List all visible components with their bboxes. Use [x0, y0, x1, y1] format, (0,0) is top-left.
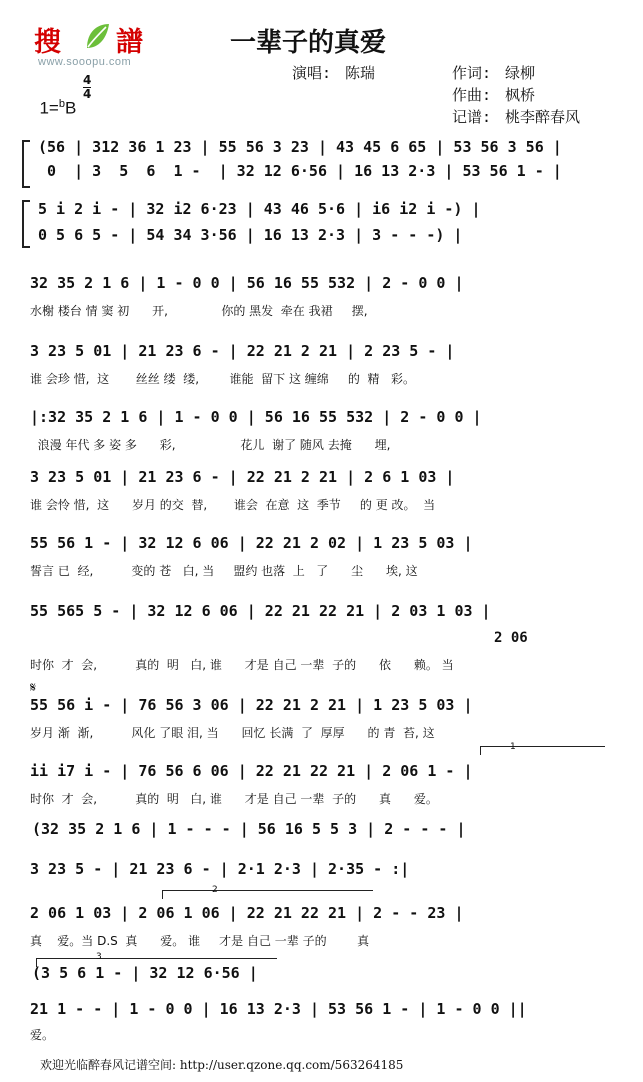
- key-signature: [30, 78, 76, 119]
- notation-row: 21 1 - - | 1 - 0 0 | 16 13 2·3 | 53 56 1 - | 1 - 0 0 ||: [30, 1000, 527, 1018]
- notation-row: 0 5 6 5 - | 54 34 3·56 | 16 13 2·3 | 3 - - -) |: [38, 226, 463, 244]
- volta-label: 2: [212, 885, 218, 895]
- notation-row: 3 23 5 - | 21 23 6 - | 2·1 2·3 | 2·35 - :|: [30, 860, 410, 878]
- lyric-line: 时你 才 会, 真的 明 白, 谁 才是 自己 一辈 子的 依 赖。 当: [30, 658, 454, 672]
- transcriber-label: 记谱:: [452, 108, 492, 126]
- notation-row: 55 56 1 - | 32 12 6 06 | 22 21 2 02 | 1 23 5 03 |: [30, 534, 473, 552]
- volta-label: 1: [510, 742, 516, 752]
- time-bottom: 4: [83, 87, 92, 101]
- lyricist-label: 作词:: [452, 64, 492, 82]
- notation-row: 3 23 5 01 | 21 23 6 - | 22 21 2 21 | 2 23 5 - |: [30, 342, 455, 360]
- lyric-line: 谁 会怜 惜, 这 岁月 的交 替, 谁会 在意 这 季节 的 更 改。 当: [30, 498, 436, 512]
- composer-name: 枫桥: [505, 86, 536, 104]
- notation-row: (3 5 6 1 - | 32 12 6·56 |: [32, 964, 258, 982]
- system-brace: [22, 200, 30, 248]
- volta-bracket: [480, 746, 605, 755]
- volta-bracket: [162, 890, 373, 899]
- notation-row: 3 23 5 01 | 21 23 6 - | 22 21 2 21 | 2 6 1 03 |: [30, 468, 455, 486]
- notation-row: (56 | 312 36 1 23 | 55 56 3 23 | 43 45 6 65 | 53 56 3 56 |: [38, 138, 562, 156]
- lyric-line: 谁 会珍 惜, 这 丝丝 缕 缕, 谁能 留下 这 缠绵 的 精 彩。: [30, 372, 415, 386]
- alt-notes: 2 06: [494, 630, 528, 646]
- notation-row: ii i7 i - | 76 56 6 06 | 22 21 22 21 | 2 06 1 - |: [30, 762, 473, 780]
- logo-char-left: 搜: [34, 27, 62, 58]
- lyric-line: 浪漫 年代 多 姿 多 彩, 花儿 谢了 随风 去掩 埋,: [30, 438, 391, 452]
- site-logo: [34, 14, 164, 74]
- system-brace: [22, 140, 30, 188]
- key-flat: b: [58, 98, 65, 110]
- notation-row: |:32 35 2 1 6 | 1 - 0 0 | 56 16 55 532 | 2 - 0 0 |: [30, 408, 482, 426]
- notation-row: 0 | 3 5 6 1 - | 32 12 6·56 | 16 13 2·3 | 53 56 1 - |: [38, 162, 562, 180]
- time-top: 4: [83, 73, 92, 87]
- singer-name: 陈瑞: [345, 64, 376, 82]
- composer-label: 作曲:: [452, 86, 492, 104]
- lyric-line: 岁月 渐 渐, 风化 了眼 泪, 当 回忆 长满 了 厚厚 的 青 苔, 这: [30, 726, 435, 740]
- singer-label: 演唱:: [292, 64, 332, 82]
- footer-credit: 欢迎光临醉春风记谱空间: http://user.qzone.qq.com/563264185: [40, 1058, 404, 1072]
- notation-row: 55 565 5 - | 32 12 6 06 | 22 21 22 21 | 2 03 1 03 |: [30, 602, 491, 620]
- time-signature: [83, 74, 91, 101]
- lyric-line: 爱。: [30, 1028, 55, 1042]
- volta-label: 3: [96, 952, 102, 962]
- key-prefix: 1=: [39, 98, 59, 118]
- lyric-line: 真 爱。当 D.S 真 爱。 谁 才是 自己 一辈 子的 真: [30, 934, 370, 948]
- logo-char-right: 譜: [116, 27, 144, 58]
- notation-row: 55 56 i - | 76 56 3 06 | 22 21 2 21 | 1 23 5 03 |: [30, 696, 473, 714]
- lyric-line: 时你 才 会, 真的 明 白, 谁 才是 自己 一辈 子的 真 爱。: [30, 792, 438, 806]
- notation-row: 2 06 1 03 | 2 06 1 06 | 22 21 22 21 | 2 - - 23 |: [30, 904, 464, 922]
- leaf-icon: [83, 22, 111, 52]
- lyricist-name: 绿柳: [505, 64, 536, 82]
- lyric-line: 誓言 已 经, 变的 苍 白, 当 盟约 也落 上 了 尘 埃, 这: [30, 564, 418, 578]
- notation-row: 5 i 2 i - | 32 i2 6·23 | 43 46 5·6 | i6 i2 i -) |: [38, 200, 481, 218]
- logo-url: www.sooopu.com: [38, 56, 132, 68]
- notation-row: 32 35 2 1 6 | 1 - 0 0 | 56 16 55 532 | 2 - 0 0 |: [30, 274, 464, 292]
- segno-sign: 𝄋: [30, 680, 37, 696]
- transcriber-name: 桃李醉春风: [505, 108, 581, 126]
- key-note: B: [64, 98, 77, 118]
- lyric-line: 水榭 楼台 情 窦 初 开, 你的 黑发 牵在 我裙 摆,: [30, 304, 368, 318]
- notation-row: (32 35 2 1 6 | 1 - - - | 56 16 5 5 3 | 2 - - - |: [32, 820, 466, 838]
- song-title: 一辈子的真爱: [230, 28, 387, 58]
